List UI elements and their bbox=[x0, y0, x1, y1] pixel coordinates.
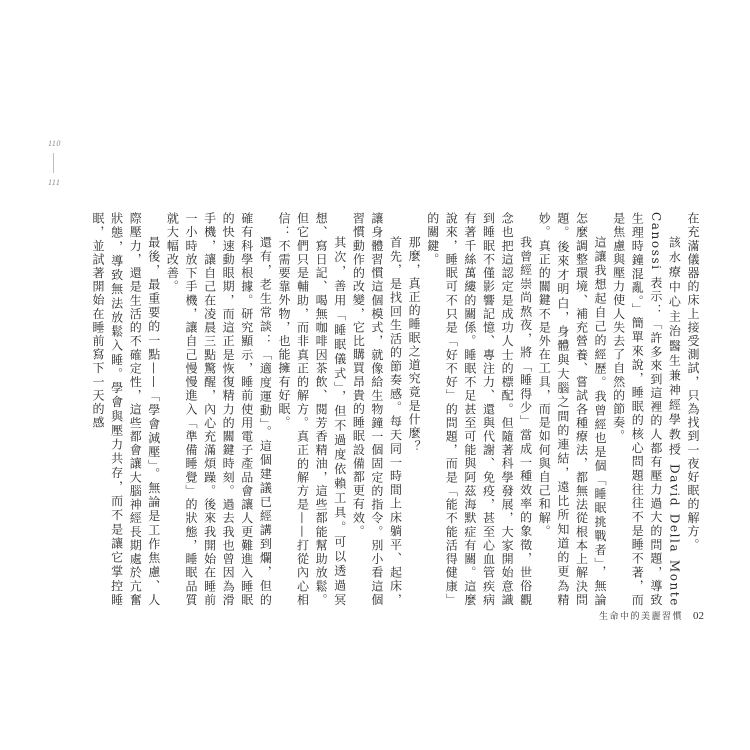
page-footer bbox=[599, 609, 704, 622]
margin-divider bbox=[53, 153, 54, 173]
paragraph-7: 其次，善用「睡眠儀式」，但不過度依賴工具。可以透過冥想、寫日記、喝無咖啡因茶飲、閱芳香精油，這些都能幫助放鬆。但它們只是輔助，而非真正的解方。真正的解方是——打從內心相信：不需要靠外物，也能擁有好眠。 bbox=[276, 212, 347, 607]
paragraph-6: 首先，是找回生活的節奏感。每天同一時間上床躺平、起床，讓身體習慣這個模式，就像給生物鐘一個固定的指令。別小看這個習慣動作的改變，它比購買昂貴的睡眠設備都更有效。 bbox=[351, 212, 403, 607]
paragraph-4: 我曾經崇尚熬夜，將「睡得少」當成一種效率的象徵，世俗觀念也把這認定是成功人士的標配。但隨著科學發展，大家開始意識到睡眠不僅影響記憶、專注力、還與代謝、免疫，甚至心血管疾病有著千絲萬縷的關係。睡眠不足甚至可能與阿茲海默症有關。這麼說來，睡眠可不只是「好不好」的問題，而是「能不能活得健康」的關鍵。 bbox=[425, 212, 533, 607]
vertical-body-text bbox=[91, 212, 702, 607]
margin-page-number-top: 110 bbox=[48, 139, 61, 148]
paragraph-5: 那麼，真正的睡眠之道究竟是什麼？ bbox=[407, 236, 422, 454]
paragraph-1: 在充滿儀器的床上接受測試，只為找到一夜好眠的解方。 bbox=[686, 212, 700, 552]
running-title: 生命中的美麗習慣 bbox=[598, 612, 683, 622]
paragraph-3: 這讓我想起自己的經歷。我曾經也是個「睡眠挑戰者」，無論怎麼調整環境、補充營養、嘗試各種療法，都無法從根本上解決問題。後來才明白，身體與大腦之間的連結，遠比所知道的更為精妙。真正的關鍵不是外在工具，而是如何與自己和解。 bbox=[537, 212, 608, 607]
page-number: 02 bbox=[693, 610, 704, 622]
paragraph-2: 該水療中心主治醫生兼神經學教授 David Della Monte Canossi 表示：「許多來到這裡的人都有壓力過大的問題，導致生理時鐘混亂。」簡單來說，睡眠的核心問題往往不是睡不著，而是焦慮與壓力使人失去了自然的節奏。 bbox=[611, 212, 682, 607]
paragraph-8: 還有，老生常談：「適度運動」。這個建議已經講到爛，但的確有科學根據。研究顯示，睡前使用電子產品會讓人更難進入睡眠的快速動眼期，而這正是恢復精力的關鍵時刻。過去我也曾因為滑手機，讓自己在凌晨三點驚醒，內心充滿煩躁。後來我開始在睡前一小時放下手機，讓自己慢慢進入「準備睡覺」的狀態，睡眠品質就大幅改善。 bbox=[165, 212, 273, 607]
paragraph-9: 最後，最重要的一點——「學會減壓」。無論是工作焦慮、人際壓力，還是生活的不確定性，這些都會讓大腦神經長期處於亢奮狀態，導致無法放鬆入睡。學會與壓力共存，而不是讓它掌控睡眠，並試著開始在睡前寫下一天的感 bbox=[91, 212, 161, 607]
margin-page-number-bottom: 111 bbox=[48, 178, 61, 187]
